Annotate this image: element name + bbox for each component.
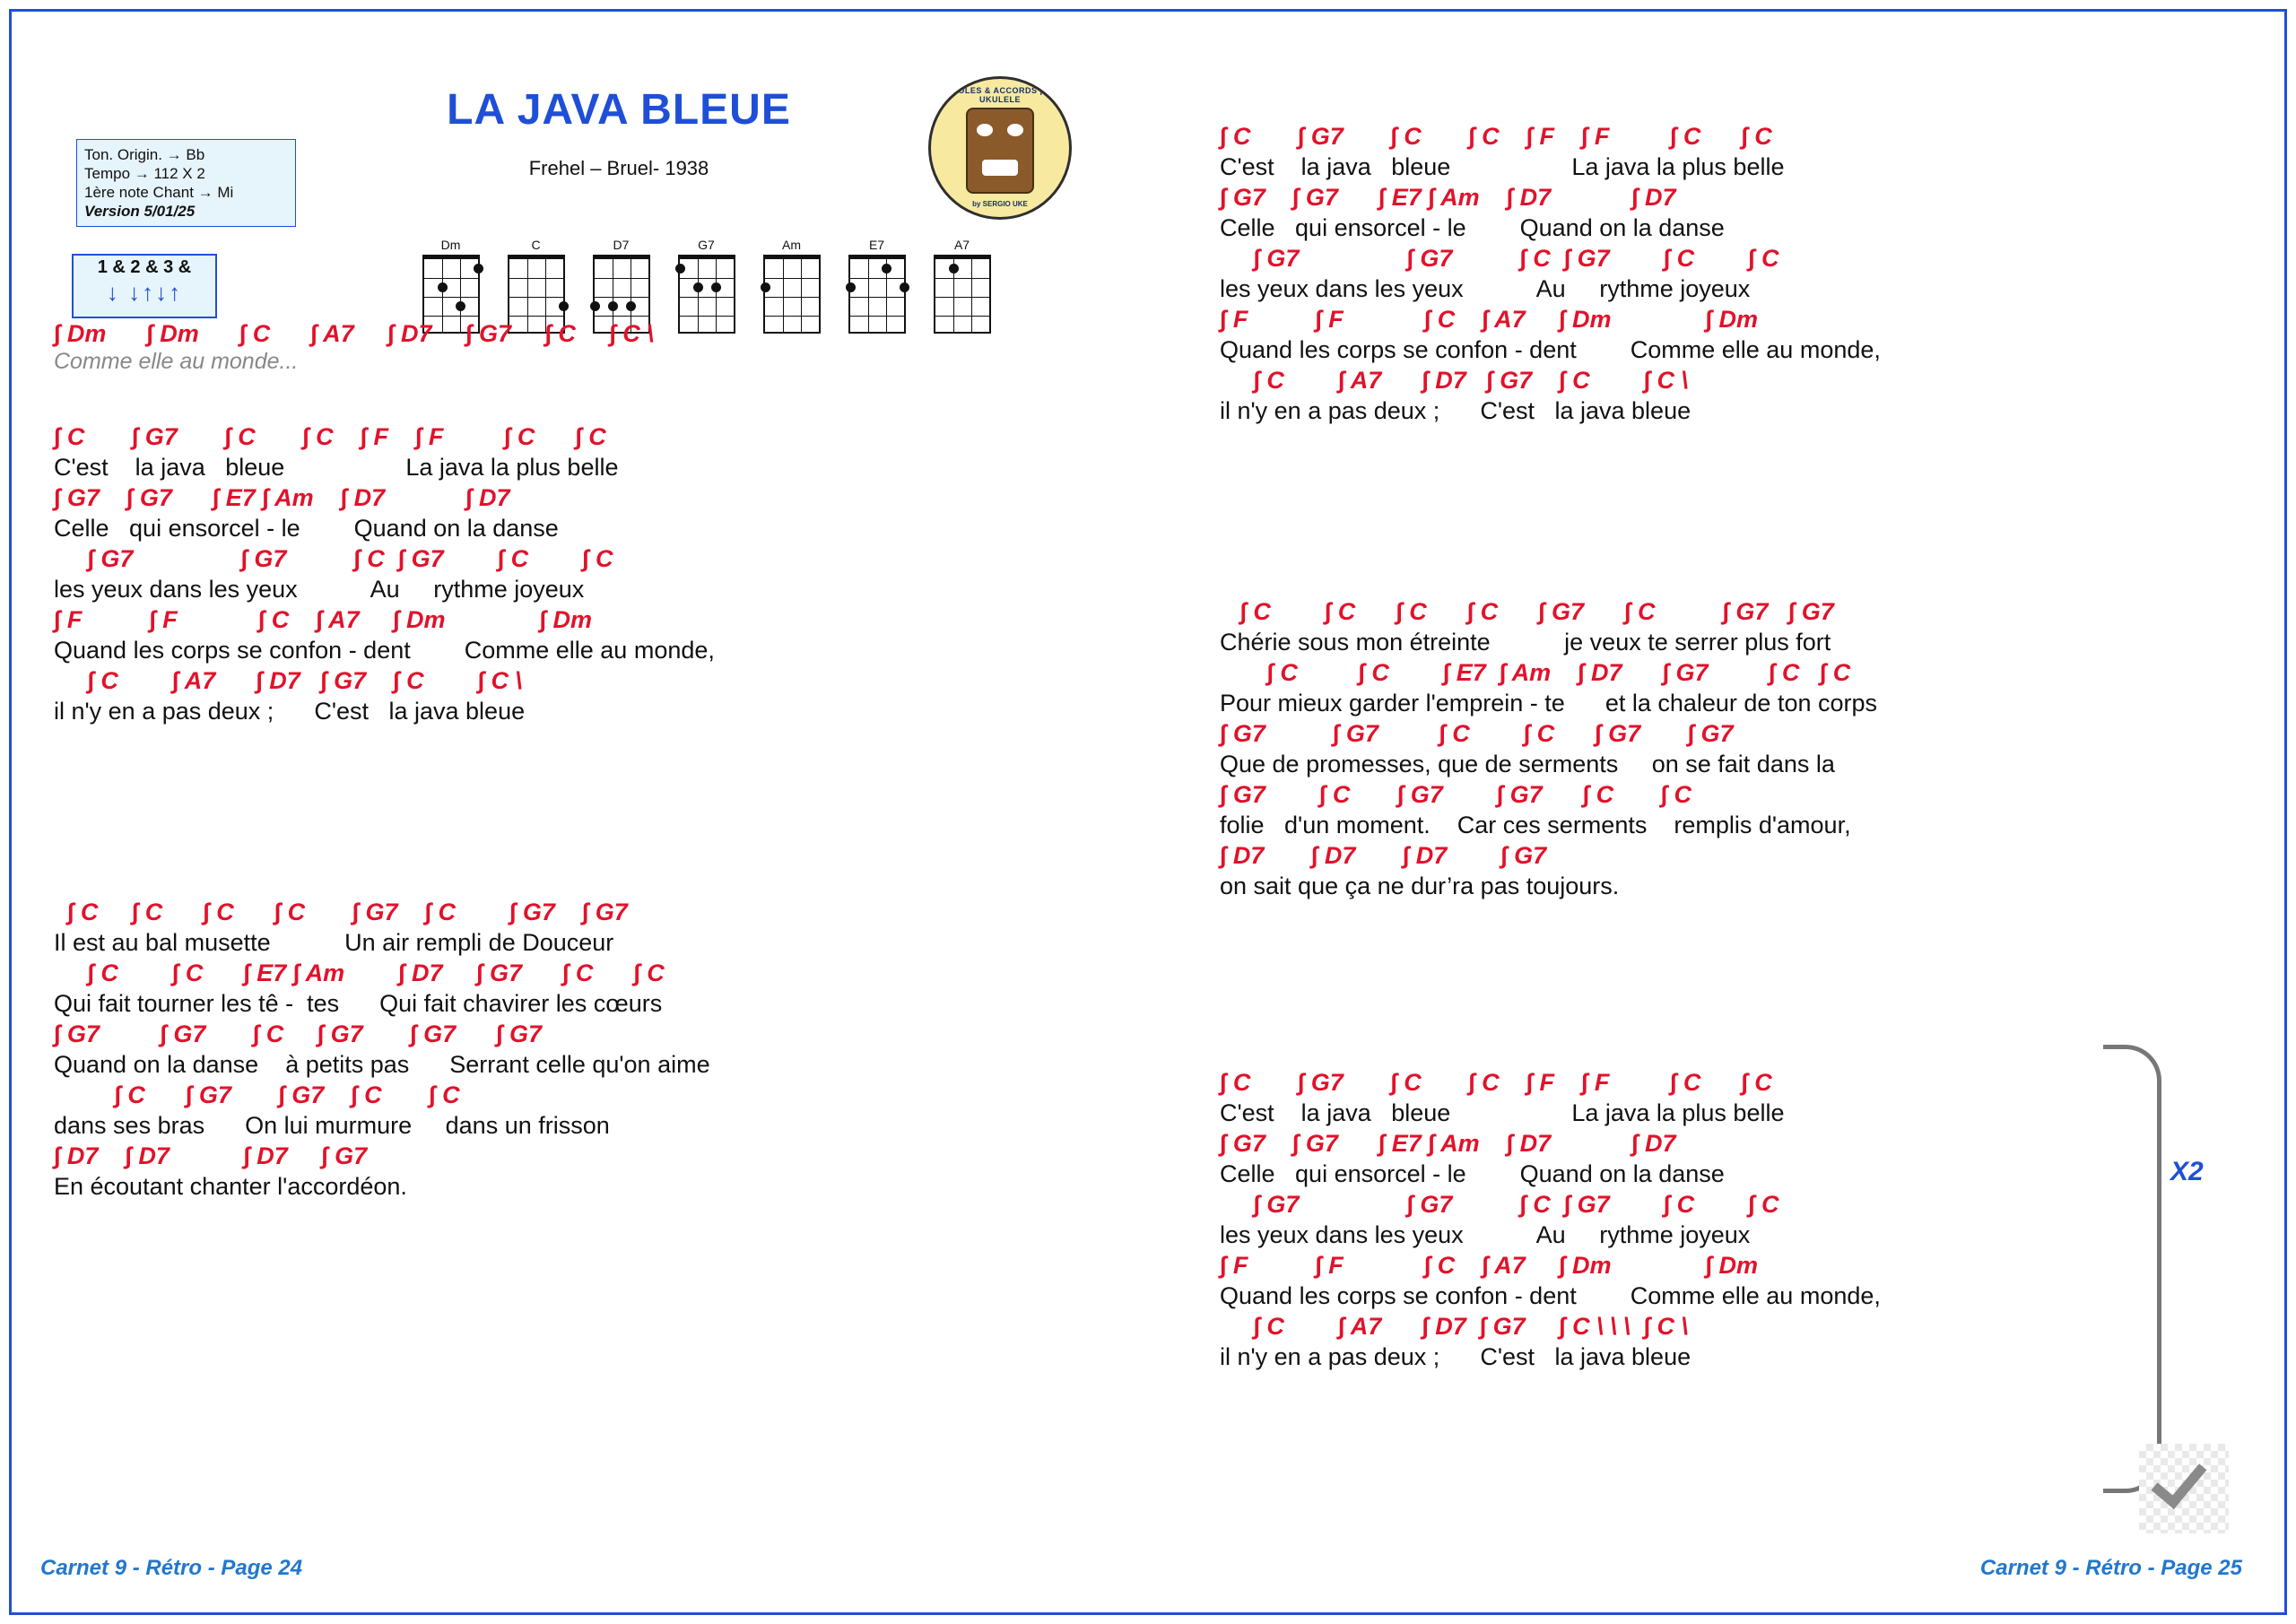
finger-dot	[559, 301, 569, 311]
chord-diagram-g7	[664, 238, 749, 334]
ukulele-logo	[928, 76, 1072, 220]
lyric-line: il n'y en a pas deux ; C'est la java bleue	[1220, 397, 1692, 424]
chord-line: ∫ G7 ∫ G7 ∫ C ∫ G7 ∫ C ∫ C	[1220, 1191, 1779, 1218]
chord-line: ∫ C ∫ A7 ∫ D7 ∫ G7 ∫ C ∫ C \	[54, 667, 522, 694]
finger-dot	[456, 301, 465, 311]
chord-diagram-label: A7	[953, 238, 970, 252]
chord-fretboard	[934, 255, 991, 334]
chord-diagram-label: G7	[698, 238, 715, 252]
chord-line: ∫ C ∫ C ∫ C ∫ C ∫ G7 ∫ C ∫ G7 ∫ G7	[1220, 598, 1834, 625]
logo-bottom-text: by SERGIO UKE	[972, 200, 1028, 208]
chord-line: ∫ Dm ∫ Dm ∫ C ∫ A7 ∫ D7 ∫ G7 ∫ C ∫ C \	[54, 320, 654, 347]
lyric-line: Celle qui ensorcel - le Quand on la danse	[54, 515, 559, 542]
page-subtitle: Frehel – Bruel- 1938	[528, 157, 709, 179]
tiki-mask-icon	[966, 108, 1034, 194]
finger-dot	[846, 282, 856, 292]
verse-4-block	[1220, 596, 1877, 901]
tempo: Tempo → 112 X 2	[84, 165, 205, 182]
finger-dot	[438, 282, 448, 292]
footer-left: Carnet 9 - Rétro - Page 24	[40, 1556, 303, 1580]
chord-line: ∫ G7 ∫ G7 ∫ C ∫ G7 ∫ C ∫ C	[54, 545, 613, 572]
chord-line: ∫ G7 ∫ C ∫ G7 ∫ G7 ∫ C ∫ C	[1220, 781, 1692, 808]
chord-line: ∫ F ∫ F ∫ C ∫ A7 ∫ Dm ∫ Dm	[1220, 1252, 1758, 1279]
finger-dot	[693, 282, 703, 292]
strum-arrows: ↓ ↓↑↓↑	[106, 279, 183, 306]
lyric-line: Chérie sous mon étreinte je veux te serrer plus fort	[1220, 629, 1831, 656]
chord-line: ∫ G7 ∫ G7 ∫ E7 ∫ Am ∫ D7 ∫ D7	[54, 484, 510, 511]
lyric-line: C'est la java bleue La java la plus belle	[54, 454, 619, 481]
footer-right: Carnet 9 - Rétro - Page 25	[1979, 1556, 2242, 1580]
chord-diagram-label: Dm	[440, 238, 461, 252]
lyric-line: Quand les corps se confon - dent Comme elle au monde,	[54, 637, 715, 664]
lyric-line: Que de promesses, que de serments on se fait dans la	[1220, 751, 1835, 777]
check-mark-icon	[2139, 1444, 2229, 1533]
page-title: LA JAVA BLEUE	[447, 86, 791, 134]
lyric-line: C'est la java bleue La java la plus belle	[1220, 1099, 1785, 1126]
chord-line: ∫ C ∫ C ∫ E7 ∫ Am ∫ D7 ∫ G7 ∫ C ∫ C	[54, 960, 665, 986]
finger-dot	[590, 301, 600, 311]
chord-diagram-label: D7	[613, 238, 630, 252]
finger-dot	[949, 264, 959, 274]
chord-line: ∫ C ∫ G7 ∫ C ∫ C ∫ F ∫ F ∫ C ∫ C	[1220, 1069, 1772, 1096]
lyric-line: il n'y en a pas deux ; C'est la java bleue	[1220, 1343, 1692, 1370]
finger-dot	[882, 264, 891, 274]
lyric-line: Pour mieux garder l'emprein - te et la chaleur de ton corps	[1220, 690, 1878, 716]
chord-line: ∫ C ∫ A7 ∫ D7 ∫ G7 ∫ C ∫ C \	[1220, 367, 1688, 394]
intro-block	[54, 318, 654, 375]
lyric-line: Il est au bal musette Un air rempli de Douceur	[54, 929, 614, 956]
finger-dot	[761, 282, 770, 292]
chord-line: ∫ G7 ∫ G7 ∫ E7 ∫ Am ∫ D7 ∫ D7	[1220, 1130, 1676, 1157]
chord-line: ∫ G7 ∫ G7 ∫ E7 ∫ Am ∫ D7 ∫ D7	[1220, 184, 1676, 211]
chord-line: ∫ F ∫ F ∫ C ∫ A7 ∫ Dm ∫ Dm	[54, 606, 592, 633]
lyric-line: Celle qui ensorcel - le Quand on la danse	[1220, 1160, 1725, 1187]
chord-line: ∫ D7 ∫ D7 ∫ D7 ∫ G7	[1220, 842, 1547, 869]
chord-fretboard	[848, 255, 906, 334]
chord-line: ∫ D7 ∫ D7 ∫ D7 ∫ G7	[54, 1142, 368, 1169]
chord-diagram-am	[749, 238, 834, 334]
chord-line: ∫ G7 ∫ G7 ∫ C ∫ C ∫ G7 ∫ G7	[1220, 720, 1734, 747]
verse-1-block	[54, 421, 715, 726]
intro-cue: Comme elle au monde...	[54, 349, 299, 374]
finger-dot	[474, 264, 483, 274]
lyric-line: les yeux dans les yeux Au rythme joyeux	[1220, 275, 1751, 302]
strum-pattern-box	[72, 254, 217, 318]
lyric-line: Quand les corps se confon - dent Comme elle au monde,	[1220, 336, 1881, 363]
chord-fretboard	[763, 255, 821, 334]
chord-diagram-a7	[919, 238, 1004, 334]
chord-line: ∫ F ∫ F ∫ C ∫ A7 ∫ Dm ∫ Dm	[1220, 306, 1758, 333]
lyric-line: dans ses bras On lui murmure dans un frisson	[54, 1112, 610, 1139]
chord-diagram-label: Am	[782, 238, 801, 252]
lyric-line: il n'y en a pas deux ; C'est la java bleue	[54, 698, 526, 725]
lyric-line: C'est la java bleue La java la plus belle	[1220, 153, 1785, 180]
lyric-line: les yeux dans les yeux Au rythme joyeux	[1220, 1221, 1751, 1248]
verse-2-block	[54, 897, 710, 1202]
finger-dot	[675, 264, 685, 274]
first-note: 1ère note Chant → Mi	[84, 184, 234, 201]
chord-line: ∫ C ∫ C ∫ E7 ∫ Am ∫ D7 ∫ G7 ∫ C ∫ C	[1220, 659, 1851, 686]
chord-line: ∫ C ∫ C ∫ C ∫ C ∫ G7 ∫ C ∫ G7 ∫ G7	[54, 899, 628, 925]
finger-dot	[626, 301, 636, 311]
finger-dot	[900, 282, 909, 292]
chord-line: ∫ G7 ∫ G7 ∫ C ∫ G7 ∫ G7 ∫ G7	[54, 1020, 543, 1047]
chord-fretboard	[678, 255, 735, 334]
lyric-line: Quand on la danse à petits pas Serrant celle qu'on aime	[54, 1051, 710, 1078]
original-key: Ton. Origin. → Bb	[84, 146, 205, 163]
chord-line: ∫ C ∫ G7 ∫ G7 ∫ C ∫ C	[54, 1081, 460, 1108]
logo-top-text: PAROLES & ACCORDS pour UKULELE	[940, 86, 1060, 104]
lyric-line: les yeux dans les yeux Au rythme joyeux	[54, 576, 585, 603]
chord-diagram-label: C	[531, 238, 541, 252]
chord-diagram-e7	[834, 238, 919, 334]
lyric-line: Qui fait tourner les tê - tes Qui fait chavirer les cœurs	[54, 990, 663, 1017]
lyric-line: Celle qui ensorcel - le Quand on la danse	[1220, 214, 1725, 241]
chord-line: ∫ G7 ∫ G7 ∫ C ∫ G7 ∫ C ∫ C	[1220, 245, 1779, 272]
song-info-box	[76, 139, 296, 227]
strum-counts: 1 & 2 & 3 &	[97, 257, 192, 277]
finger-dot	[608, 301, 618, 311]
version: Version 5/01/25	[84, 203, 196, 220]
chord-diagram-label: E7	[868, 238, 885, 252]
chord-line: ∫ C ∫ A7 ∫ D7 ∫ G7 ∫ C \ \ \ ∫ C \	[1220, 1313, 1688, 1340]
chord-line: ∫ C ∫ G7 ∫ C ∫ C ∫ F ∫ F ∫ C ∫ C	[54, 423, 606, 450]
repeat-brace	[2103, 1045, 2161, 1493]
chord-line: ∫ C ∫ G7 ∫ C ∫ C ∫ F ∫ F ∫ C ∫ C	[1220, 123, 1772, 150]
verse-3-block	[1220, 121, 1881, 426]
lyric-line: on sait que ça ne dur’ra pas toujours.	[1220, 873, 1620, 899]
lyric-line: folie d'un moment. Car ces serments remplis d'amour,	[1220, 812, 1851, 838]
verse-5-block	[1220, 1067, 1881, 1372]
page-border	[9, 9, 2287, 1615]
lyric-line: En écoutant chanter l'accordéon.	[54, 1173, 407, 1200]
finger-dot	[711, 282, 721, 292]
repeat-count-label: X2	[2170, 1157, 2204, 1186]
lyric-line: Quand les corps se confon - dent Comme elle au monde,	[1220, 1282, 1881, 1309]
